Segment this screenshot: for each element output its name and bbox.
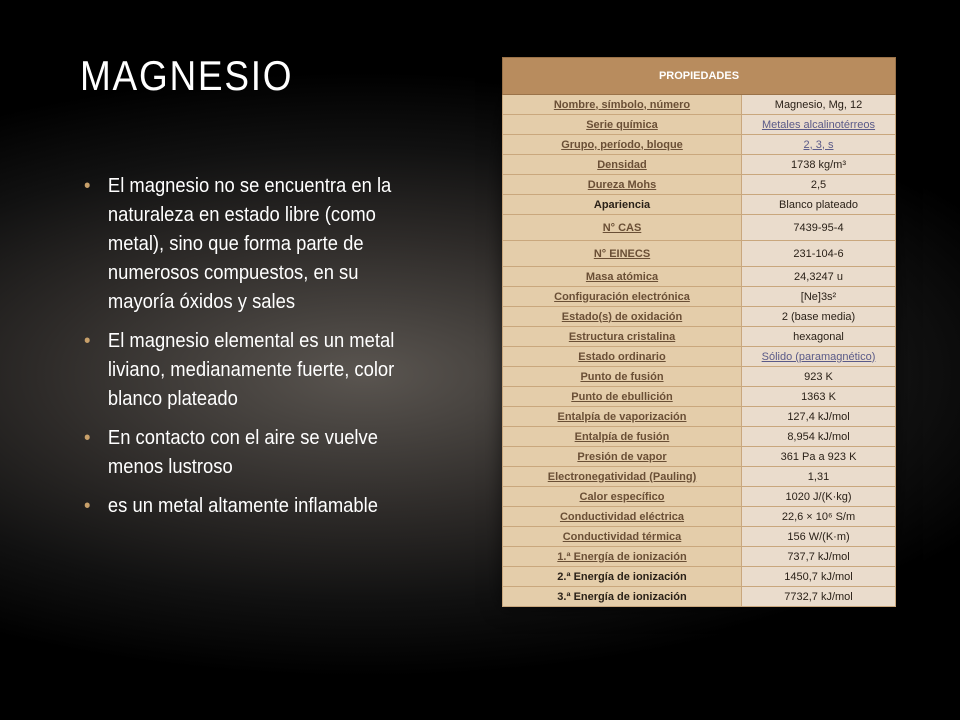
property-value[interactable] — [742, 347, 896, 367]
table-row — [503, 447, 896, 467]
property-value-link[interactable]: Sólido (paramagnético) — [761, 350, 876, 363]
table-row — [503, 547, 896, 567]
table-row — [503, 135, 896, 155]
property-name-link[interactable]: Dureza Mohs — [587, 178, 657, 191]
property-name[interactable] — [503, 467, 742, 487]
property-value: 1020 J/(K·kg) — [742, 487, 896, 507]
table-row — [503, 287, 896, 307]
property-value[interactable] — [742, 115, 896, 135]
property-name-link[interactable]: N° CAS — [602, 221, 642, 234]
property-name-link[interactable]: N° EINECS — [593, 247, 651, 260]
property-name[interactable] — [503, 487, 742, 507]
table-row — [503, 467, 896, 487]
table-row — [503, 567, 896, 587]
property-value: 7439-95-4 — [742, 215, 896, 241]
property-value: Magnesio, Mg, 12 — [742, 95, 896, 115]
property-name-link[interactable]: Estado ordinario — [578, 350, 666, 363]
property-name[interactable] — [503, 95, 742, 115]
property-name-link[interactable]: Entalpía de fusión — [574, 430, 670, 443]
bullet-item: • El magnesio elemental es un metal liviano, medianamente fuerte, color blanco plateado — [84, 327, 424, 414]
table-row — [503, 507, 896, 527]
property-value: 1450,7 kJ/mol — [742, 567, 896, 587]
property-name-link[interactable]: 1.ª Energía de ionización — [557, 550, 687, 563]
property-name-link[interactable]: Masa atómica — [585, 270, 659, 283]
property-value: [Ne]3s² — [742, 287, 896, 307]
property-value[interactable] — [742, 135, 896, 155]
property-name[interactable] — [503, 507, 742, 527]
property-name-link[interactable]: Serie química — [586, 118, 658, 131]
property-value: 1363 K — [742, 387, 896, 407]
table-row — [503, 155, 896, 175]
property-value: 8,954 kJ/mol — [742, 427, 896, 447]
table-row — [503, 175, 896, 195]
property-name[interactable] — [503, 135, 742, 155]
property-name-link[interactable]: Estado(s) de oxidación — [561, 310, 683, 323]
slide-title: MAGNESIO — [80, 52, 294, 99]
property-name-link[interactable]: Presión de vapor — [577, 450, 667, 463]
table-row — [503, 195, 896, 215]
property-name[interactable] — [503, 367, 742, 387]
property-name-link[interactable]: Conductividad eléctrica — [559, 510, 685, 523]
property-name: 3.ª Energía de ionización — [503, 587, 742, 607]
table-row — [503, 347, 896, 367]
bullet-item: • es un metal altamente inflamable — [84, 492, 424, 521]
property-name[interactable] — [503, 155, 742, 175]
property-value: hexagonal — [742, 327, 896, 347]
table-header: PROPIEDADES — [503, 58, 896, 95]
property-name-link[interactable]: Conductividad térmica — [562, 530, 682, 543]
table-header-row — [503, 58, 896, 95]
property-name-link[interactable]: Configuración electrónica — [554, 290, 690, 303]
property-value: 156 W/(K·m) — [742, 527, 896, 547]
table-row — [503, 115, 896, 135]
table-row — [503, 307, 896, 327]
properties-table — [502, 57, 896, 607]
property-name-link[interactable]: Nombre, símbolo, número — [553, 98, 691, 111]
property-name[interactable] — [503, 447, 742, 467]
property-name[interactable] — [503, 527, 742, 547]
property-value: 7732,7 kJ/mol — [742, 587, 896, 607]
property-name-link[interactable]: Punto de fusión — [580, 370, 664, 383]
table-row — [503, 95, 896, 115]
property-value-link[interactable]: Metales alcalinotérreos — [761, 118, 876, 131]
property-name[interactable] — [503, 175, 742, 195]
bullet-item: • El magnesio no se encuentra en la naturaleza en estado libre (como metal), sino que forma parte de numerosos compuestos, en su mayoría óxidos y sales — [84, 172, 424, 317]
property-value: 127,4 kJ/mol — [742, 407, 896, 427]
property-value: 361 Pa a 923 K — [742, 447, 896, 467]
table-row — [503, 241, 896, 267]
property-name[interactable] — [503, 547, 742, 567]
property-value: Blanco plateado — [742, 195, 896, 215]
table-row — [503, 387, 896, 407]
property-value: 22,6 × 10⁶ S/m — [742, 507, 896, 527]
property-name-link[interactable]: Densidad — [597, 158, 647, 171]
property-value: 231-104-6 — [742, 241, 896, 267]
property-name-link[interactable]: Entalpía de vaporización — [557, 410, 687, 423]
property-name-link[interactable]: Electronegatividad (Pauling) — [547, 470, 697, 483]
property-name[interactable] — [503, 327, 742, 347]
property-name: 2.ª Energía de ionización — [503, 567, 742, 587]
table-row — [503, 215, 896, 241]
bullet-list — [84, 172, 454, 531]
property-name-link[interactable]: Punto de ebullición — [571, 390, 673, 403]
property-name[interactable] — [503, 307, 742, 327]
property-name[interactable] — [503, 287, 742, 307]
property-name: Apariencia — [503, 195, 742, 215]
table-row — [503, 527, 896, 547]
property-name-link[interactable]: Calor específico — [579, 490, 665, 503]
table-row — [503, 587, 896, 607]
property-value: 737,7 kJ/mol — [742, 547, 896, 567]
bullet-item: • En contacto con el aire se vuelve menos lustroso — [84, 424, 424, 482]
property-name[interactable] — [503, 215, 742, 241]
property-value: 2,5 — [742, 175, 896, 195]
table-row — [503, 407, 896, 427]
property-value-link[interactable]: 2, 3, s — [803, 138, 834, 151]
property-name[interactable] — [503, 407, 742, 427]
table-row — [503, 367, 896, 387]
table-row — [503, 327, 896, 347]
property-value: 1738 kg/m³ — [742, 155, 896, 175]
property-name-link[interactable]: Estructura cristalina — [568, 330, 676, 343]
table-row — [503, 267, 896, 287]
property-name[interactable] — [503, 267, 742, 287]
table-row — [503, 427, 896, 447]
property-name[interactable] — [503, 115, 742, 135]
property-value: 1,31 — [742, 467, 896, 487]
property-name[interactable] — [503, 241, 742, 267]
property-value: 2 (base media) — [742, 307, 896, 327]
property-value: 923 K — [742, 367, 896, 387]
table-row — [503, 487, 896, 507]
property-name[interactable] — [503, 387, 742, 407]
property-name[interactable] — [503, 347, 742, 367]
property-name[interactable] — [503, 427, 742, 447]
property-value: 24,3247 u — [742, 267, 896, 287]
property-name-link[interactable]: Grupo, período, bloque — [561, 138, 683, 151]
